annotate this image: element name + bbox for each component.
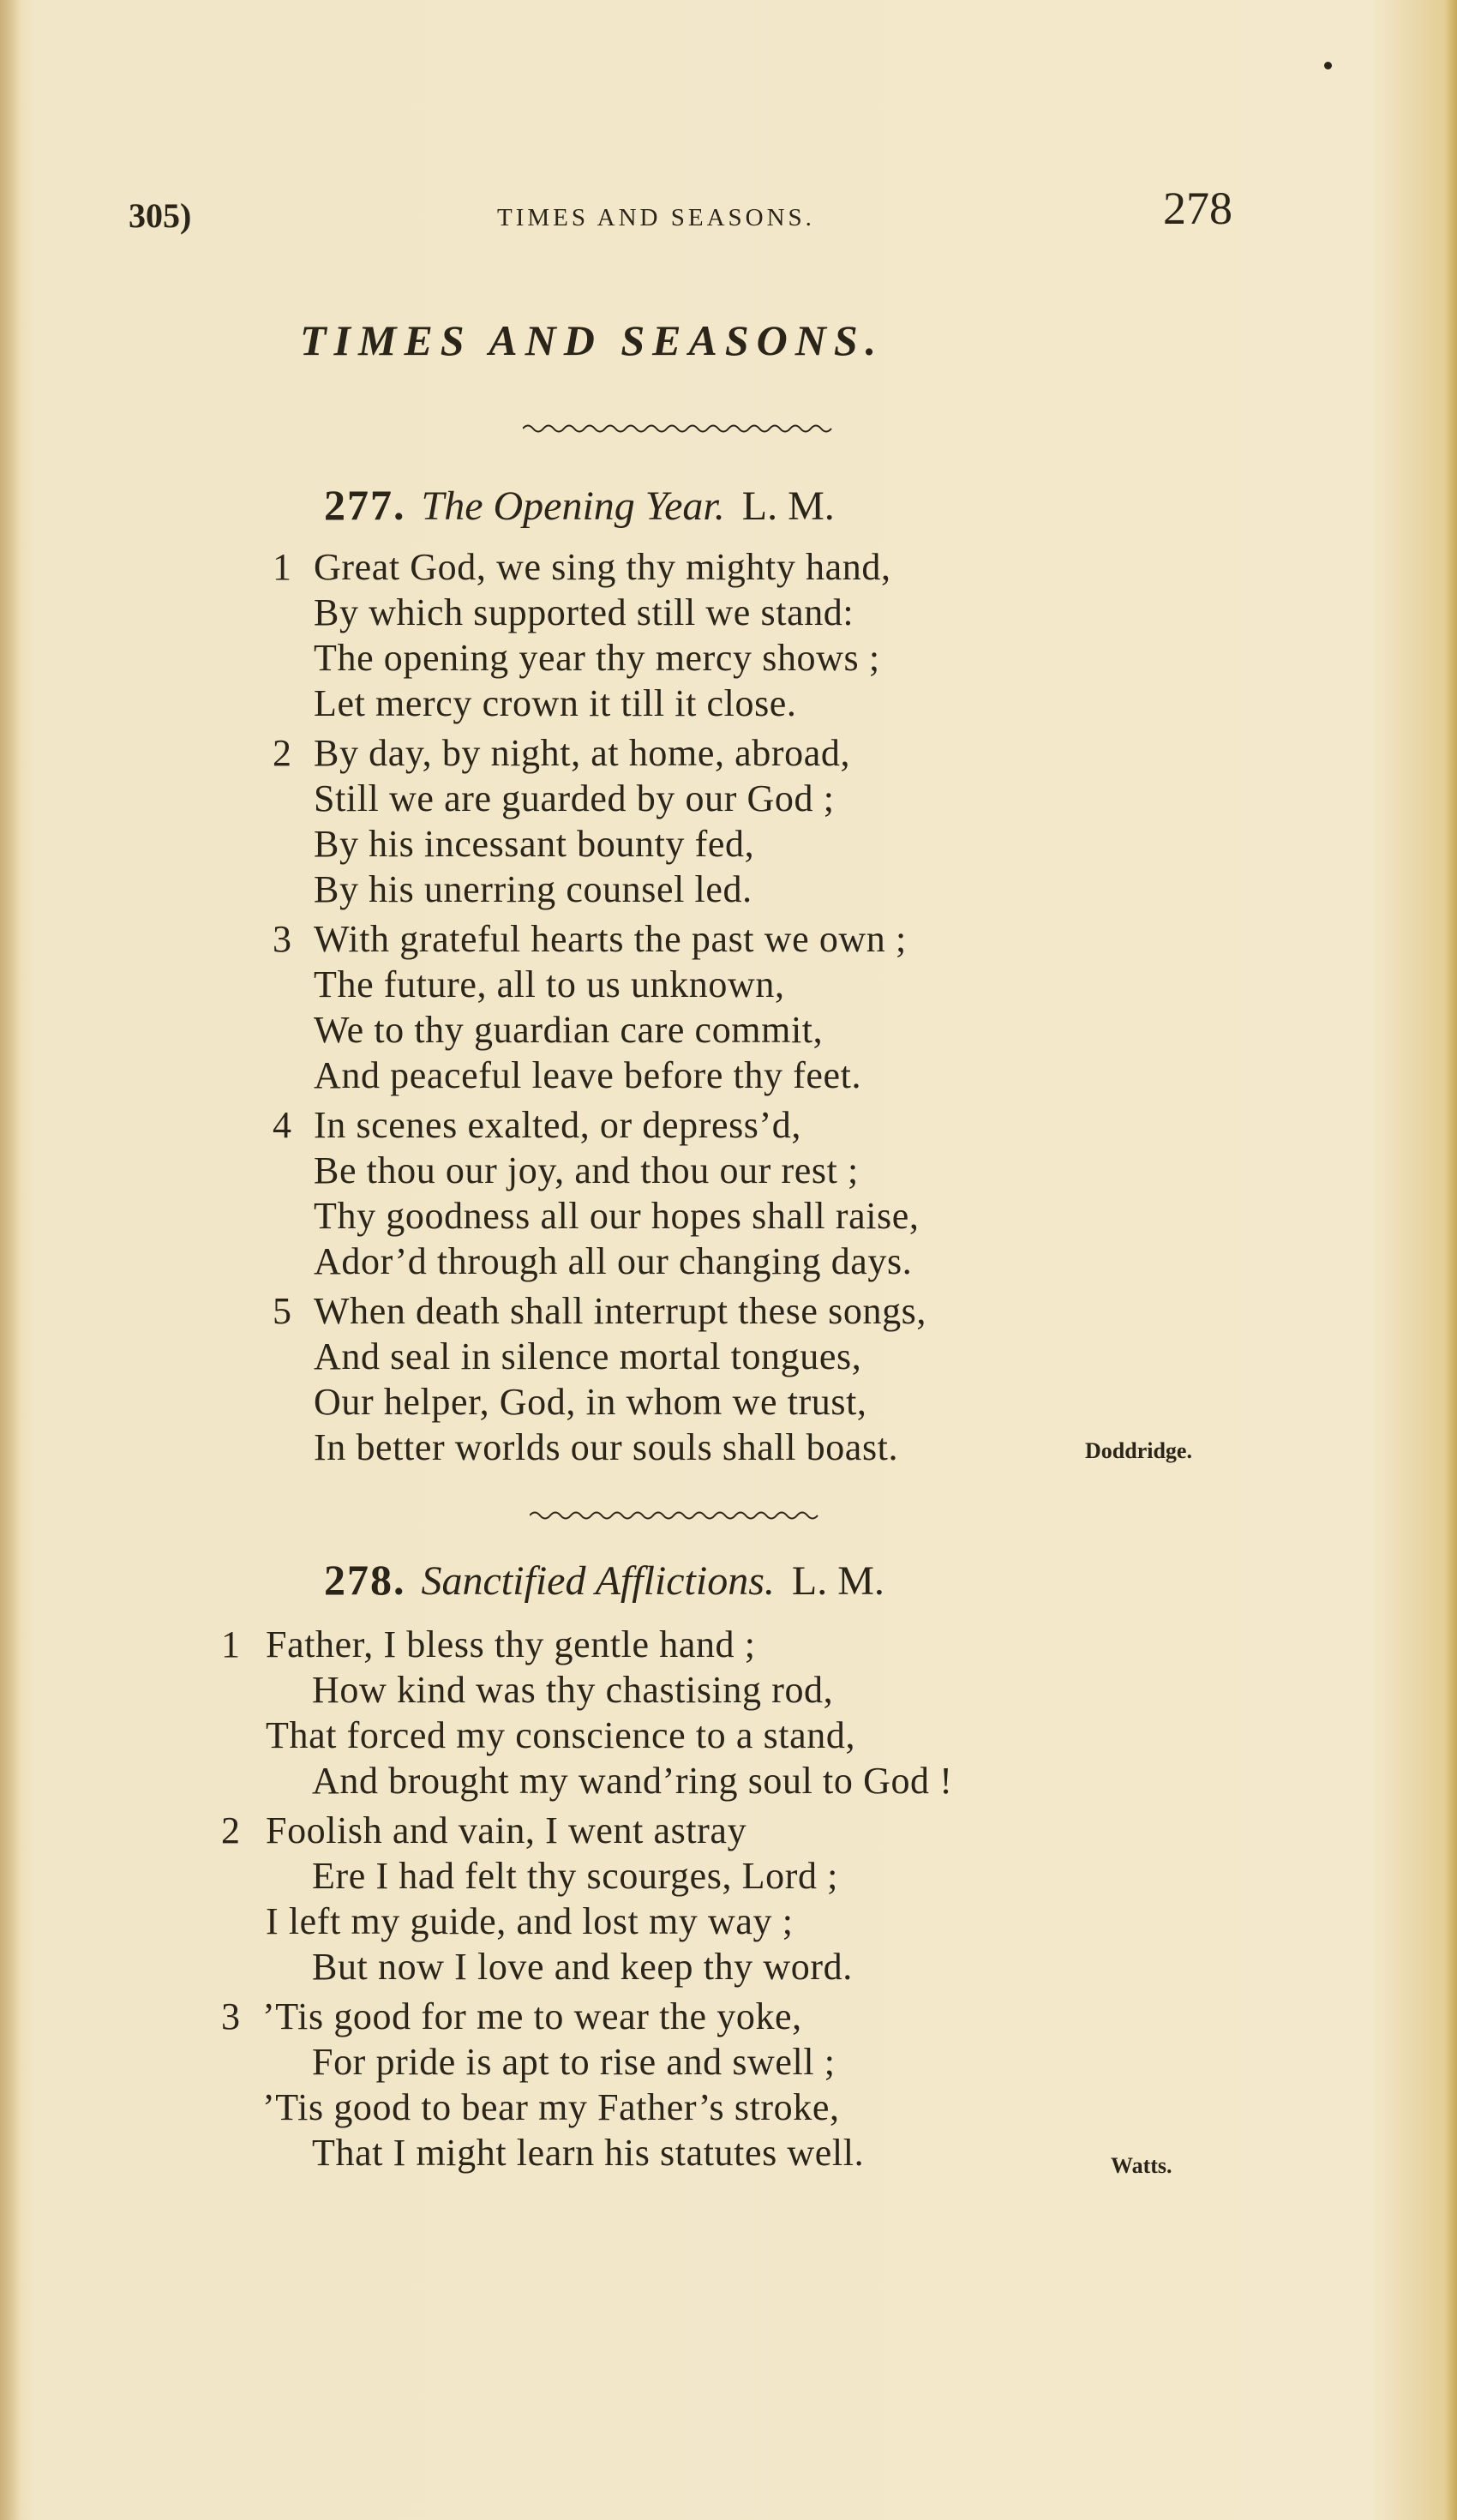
hymn-number: 278.: [324, 1556, 406, 1604]
verse-line: By which supported still we stand:: [314, 591, 854, 633]
page-edge: [1445, 0, 1457, 2520]
ornament-rule-2: [530, 1509, 821, 1522]
verse-line: Be thou our joy, and thou our rest ;: [314, 1149, 859, 1191]
verse-line: And seal in silence mortal tongues,: [314, 1335, 862, 1377]
hymn-title: Sanctified Afflictions.: [421, 1558, 775, 1604]
running-head-left: 305): [129, 196, 192, 235]
author-attribution: Doddridge.: [1085, 1438, 1192, 1463]
verse-number: 1: [221, 1623, 241, 1665]
ornament-rule-1: [523, 422, 840, 435]
hymn-heading: [324, 480, 835, 530]
running-head-center: TIMES AND SEASONS.: [497, 204, 815, 231]
verse-line: How kind was thy chastising rod,: [312, 1669, 834, 1711]
verse-line: In scenes exalted, or depress’d,: [314, 1104, 801, 1146]
verse-line: With grateful hearts the past we own ;: [314, 918, 907, 960]
page-number: 278: [1163, 183, 1232, 234]
verse-number: 4: [273, 1104, 292, 1146]
verse-line: By his incessant bounty fed,: [314, 823, 755, 865]
verse-line: By his unerring counsel led.: [314, 868, 752, 910]
hymn-heading: [324, 1555, 884, 1605]
verse-line: Ador’d through all our changing days.: [314, 1240, 913, 1282]
verse-line: Thy goodness all our hopes shall raise,: [314, 1195, 920, 1237]
verse-line: In better worlds our souls shall boast.: [314, 1426, 899, 1468]
ink-speck: [1324, 62, 1332, 69]
verse-number: 2: [221, 1809, 241, 1851]
verse-line: When death shall interrupt these songs,: [314, 1290, 927, 1332]
verse-line: But now I love and keep thy word.: [312, 1946, 853, 1988]
verse-line: The opening year thy mercy shows ;: [314, 637, 880, 679]
verse-line: Foolish and vain, I went astray: [266, 1809, 747, 1851]
hymn-number: 277.: [324, 481, 406, 529]
verse-number: 2: [273, 732, 292, 774]
hymn-title: The Opening Year.: [421, 483, 725, 529]
verse-line: I left my guide, and lost my way ;: [266, 1900, 794, 1942]
section-title: TIMES AND SEASONS.: [300, 316, 884, 364]
author-attribution: Watts.: [1111, 2153, 1172, 2178]
verse-number: 5: [273, 1290, 292, 1332]
verse-line: And brought my wand’ring soul to God !: [312, 1760, 953, 1802]
verse-number: 3: [273, 918, 292, 960]
verse-number: 3: [221, 1995, 241, 2037]
verse-line: That I might learn his statutes well.: [312, 2132, 865, 2174]
verse-line: By day, by night, at home, abroad,: [314, 732, 851, 774]
hymn-meter: L. M.: [741, 483, 835, 529]
verse-line: We to thy guardian care commit,: [314, 1009, 824, 1051]
verse-number: 1: [273, 546, 292, 588]
verse-line: Ere I had felt thy scourges, Lord ;: [312, 1855, 839, 1897]
verse-line: Great God, we sing thy mighty hand,: [314, 546, 891, 588]
verse-line: That forced my conscience to a stand,: [266, 1714, 856, 1756]
verse-line: ’Tis good for me to wear the yoke,: [262, 1995, 802, 2037]
verse-line: Let mercy crown it till it close.: [314, 682, 797, 724]
verse-line: ’Tis good to bear my Father’s stroke,: [262, 2086, 840, 2128]
verse-line: Father, I bless thy gentle hand ;: [266, 1623, 756, 1665]
verse-line: For pride is apt to rise and swell ;: [312, 2041, 836, 2083]
verse-line: The future, all to us unknown,: [314, 963, 785, 1005]
hymn-meter: L. M.: [791, 1558, 884, 1604]
verse-line: Our helper, God, in whom we trust,: [314, 1381, 867, 1423]
gutter-shadow: [0, 0, 21, 2520]
verse-line: Still we are guarded by our God ;: [314, 777, 835, 819]
verse-line: And peaceful leave before thy feet.: [314, 1054, 862, 1096]
